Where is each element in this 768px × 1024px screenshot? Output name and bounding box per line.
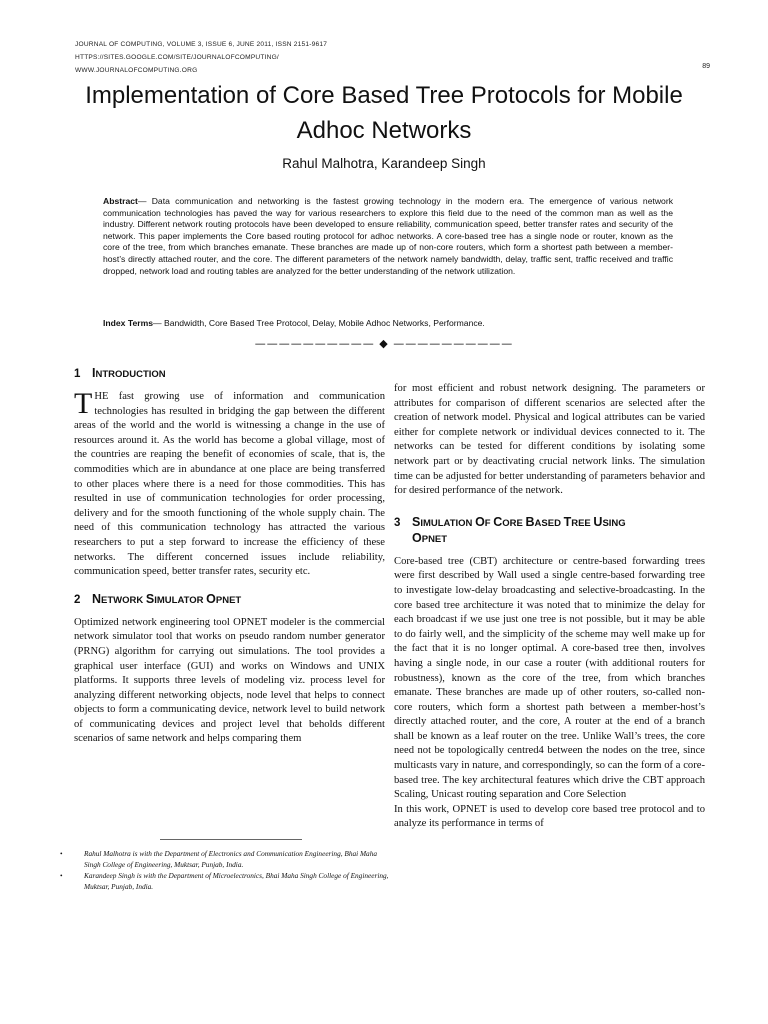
opnet-paragraph: Optimized network engineering tool OPNET modeler is the commercial network simulator tool that works on pseudo random number generator (PRNG) algorithm for carrying out simulations. The tool provides a graphical user interface (GUI) and works on Windows and UNIX platforms. It supports three levels of modeling viz. process level for analyzing different networking objects, node level that helps to connect objects to form a communicating device, network level to build network of communicating devices and project level that beholds different scenarios of same network and helps comparing them [74, 616, 385, 745]
index-terms-text: — Bandwidth, Core Based Tree Protocol, Delay, Mobile Adhoc Networks, Performance. [153, 318, 485, 328]
footnote-item [60, 871, 390, 892]
left-column [74, 360, 385, 747]
footnote-text: Rahul Malhotra is with the Department of Electronics and Communication Engineering, Bhai Maha Singh College of Engineering, Muktsar, Punjab, India. [84, 849, 377, 869]
footnote-rule [160, 839, 302, 840]
section-divider: —————————— ◆ —————————— [254, 337, 514, 350]
abstract-label: Abstract [103, 196, 138, 206]
page-number: 89 [702, 63, 710, 70]
footnotes [60, 849, 390, 893]
simulation-paragraph-2: In this work, OPNET is used to develop core based tree protocol and to analyze its performance in terms of [394, 803, 705, 830]
right-column [394, 382, 705, 832]
journal-header [75, 38, 327, 77]
journal-site: WWW.JOURNALOFCOMPUTING.ORG [75, 67, 198, 74]
footnote-item [60, 849, 390, 870]
section-heading-opnet: 2 NETWORK SIMULATOR OPNET [74, 591, 242, 606]
footnote-text: Karandeep Singh is with the Department of Microelectronics, Bhai Maha Singh College of Engineering, Muktsar, Punjab, India. [84, 871, 389, 891]
footnote-bullet: • [60, 871, 63, 881]
section-number: 1 [74, 368, 81, 380]
section-heading-introduction: 1 INTRODUCTION [74, 366, 166, 380]
opnet-paragraph-continued: for most efficient and robust network designing. The parameters or attributes for comparison of different scenarios are selected after the creation of network model. Physical and logical attributes can be varied either for complete network or individual devices connected to it. The networks can be tested for different conditions by isolating some network part or by deactivating crucial network links. The simulation time can be adjusted for better understanding of parameters behavior and for desired performance of the network. [394, 383, 705, 497]
drop-cap: T [74, 387, 93, 420]
intro-paragraph: THE fast growing use of information and communication technologies has resulted in bridging the gap between the different areas of the world and the world is witnessing a change in the use of resources around it. As the world has become a global village, most of the countries are reaping the benefit of economies of scale, that is, the commodities which are in abundance at one place are being transferred to other places where there is a need for those commodities. This has resulted in use of communication technologies for order processing, delivery and for the smooth functioning of the whole supply chain. The need of this communication technology has attracted the various researchers to put a step forward to increase the efficiency of these networks. The different concerned issues include reliability, communication speed, better transfer rates, security etc. [74, 387, 385, 578]
authors: Rahul Malhotra, Karandeep Singh [282, 156, 486, 171]
index-terms-label: Index Terms [103, 318, 153, 328]
journal-line: JOURNAL OF COMPUTING, VOLUME 3, ISSUE 6, JUNE 2011, ISSN 2151-9617 [75, 41, 328, 48]
abstract-text: — Data communication and networking is the fastest growing technology in the modern era. The emergence of various network communication technologies has paved the way for various researchers to explore this field due to the need of the common man as well as the industry. Different network routing protocols have been developed to ensure reliability, communication speed, better transfer rates and security of the network. This paper implements the Core based routing protocol for adhoc networks. A core-based tree has a single node or router, known as the core of the tree, from which branches emanate. These branches are made up of non-core routers, which form a shortest path between a member-host’s directly attached router, and the core. The different parameters of the network namely bandwidth, delay, traffic sent, traffic received and traffic dropped, network load and routing tables are analyzed for the better understanding of the network utilization. [103, 196, 673, 276]
paper-title: Implementation of Core Based Tree Protocols for Mobile Adhoc Networks [85, 82, 683, 144]
section-number: 3 [394, 516, 401, 529]
section-heading-simulation: 3 SIMULATION OF CORE BASED TREE USING OPNET [394, 514, 626, 545]
abstract [103, 196, 673, 277]
journal-url: HTTPS://SITES.GOOGLE.COM/SITE/JOURNALOFCOMPUTING/ [75, 54, 279, 61]
simulation-paragraph-1: Core-based tree (CBT) architecture or centre-based forwarding trees were first described by Wall used a single centre-based forwarding tree to investigate low-delay broadcasting and selective-broadcasting. In the core based tree architecture it was noted that to minimize the delay for each broadcast if we use just one tree is not possible, but it may be able to do fairly well, and the simplicity of the scheme may well make up for the fact that it is no longer optimal. A core-based tree then, involves having a single node, in our case a router (with additional routers for robustness), known as the core of the tree, from which branches emanate. These branches are made up of other routers, so-called non-core routers, which form a shortest path between a member-host’s directly attached router, and the core, A router at the end of a branch shall be known as a leaf router on the tree. Unlike Wall’s trees, the core need not be topologically centred4 between the nodes on the tree, since multicasts vary in nature, and correspondingly, so can the form of a core-based tree. The key architectural features which drive the CBT approach Scaling, Unicast routing separation and Core Selection [394, 555, 705, 801]
section-number: 2 [74, 593, 81, 606]
index-terms [103, 318, 673, 328]
footnote-bullet: • [60, 849, 63, 858]
